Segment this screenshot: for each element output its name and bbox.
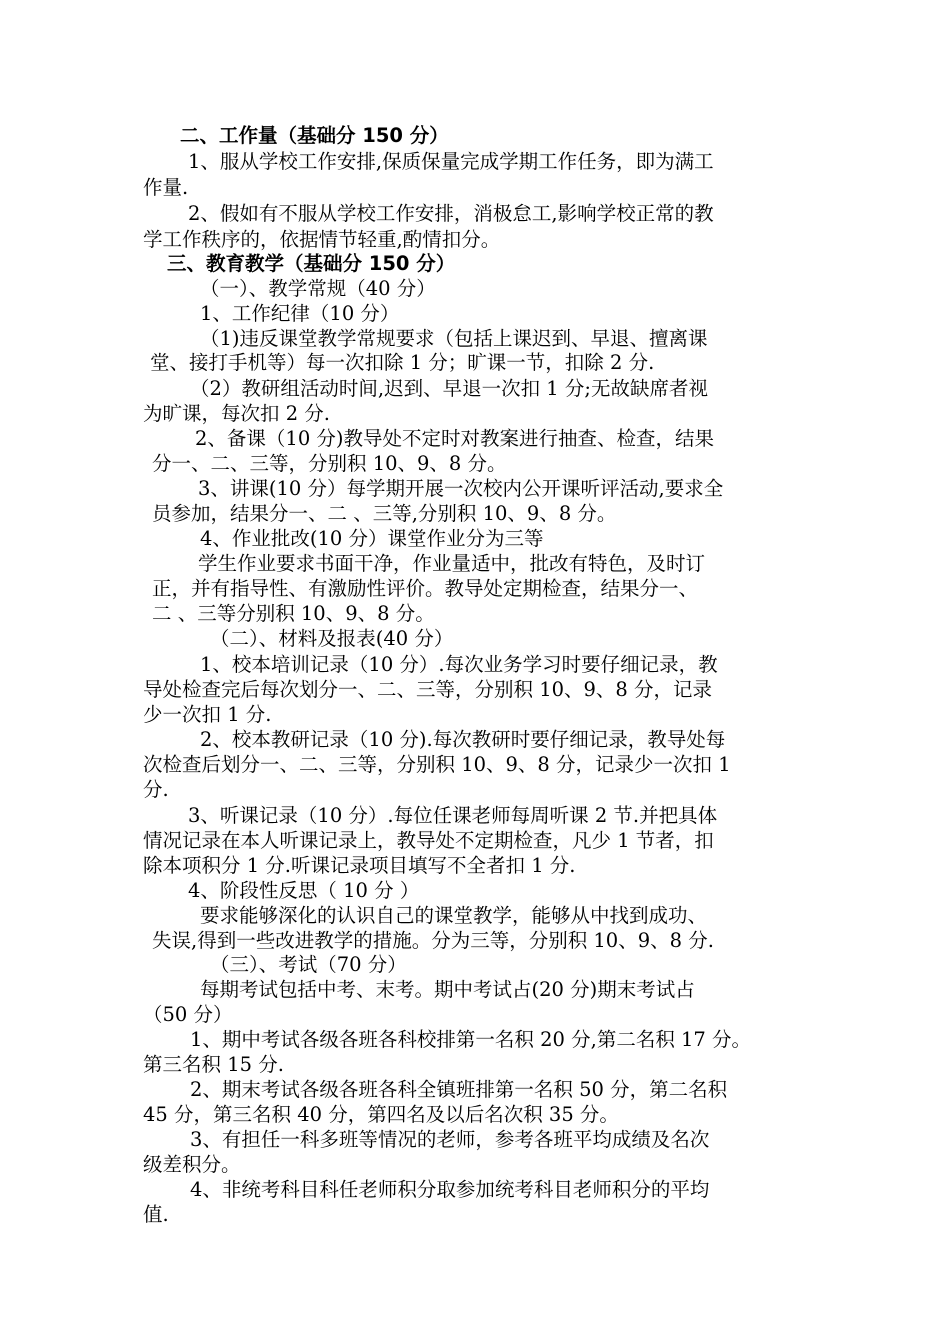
paragraph-line: 分一、二、三等，分别积 10、9、8 分。 (152, 452, 507, 475)
paragraph-line: 员参加，结果分一、二 、三等,分别积 10、9、8 分。 (152, 502, 617, 525)
paragraph-line: 1、期中考试各级各班各科校排第一名积 20 分,第二名积 17 分。 (190, 1028, 752, 1051)
paragraph-line: 要求能够深化的认识自己的课堂教学，能够从中找到成功、 (200, 904, 708, 927)
section-heading-workload: 二、工作量（基础分 150 分） (180, 124, 449, 147)
paragraph-line: 二 、三等分别积 10、9、8 分。 (152, 602, 435, 625)
paragraph-line: 3、讲课(10 分）每学期开展一次校内公开课听评活动,要求全 (198, 477, 724, 500)
paragraph-line: 1、校本培训记录（10 分）.每次业务学习时要仔细记录，教 (200, 653, 718, 676)
paragraph-line: 正，并有指导性、有激励性评价。教导处定期检查，结果分一、 (152, 577, 699, 600)
paragraph-line: 失误,得到一些改进教学的措施。分为三等，分别积 10、9、8 分. (152, 929, 714, 952)
paragraph-line: 第三名积 15 分. (143, 1053, 284, 1076)
paragraph-line: 导处检查完后每次划分一、二、三等，分别积 10、9、8 分，记录 (143, 678, 713, 701)
paragraph-line: 除本项积分 1 分.听课记录项目填写不全者扣 1 分. (143, 854, 576, 877)
item-heading: 4、阶段性反思（ 10 分 ） (188, 879, 420, 902)
paragraph-line: 次检查后划分一、二、三等，分别积 10、9、8 分，记录少一次扣 1 (143, 753, 731, 776)
paragraph-line: （1)违反课堂教学常规要求（包括上课迟到、早退、擅离课 (200, 327, 708, 350)
paragraph-line: 情况记录在本人听课记录上，教导处不定期检查，凡少 1 节者，扣 (143, 829, 714, 852)
paragraph-line: 45 分，第三名积 40 分，第四名及以后名次积 35 分。 (143, 1103, 619, 1126)
item-heading: 1、工作纪律（10 分） (200, 302, 400, 325)
item-heading: 4、作业批改(10 分）课堂作业分为三等 (200, 527, 544, 550)
paragraph-line: 每期考试包括中考、末考。期中考试占(20 分)期末考试占 (200, 978, 695, 1001)
paragraph-line: 1、服从学校工作安排,保质保量完成学期工作任务，即为满工 (188, 150, 714, 173)
paragraph-line: 值. (143, 1203, 169, 1226)
subsection-heading: （二）、材料及报表(40 分） (210, 627, 454, 650)
paragraph-line: 2、假如有不服从学校工作安排，消极怠工,影响学校正常的教 (188, 202, 714, 225)
paragraph-line: 少一次扣 1 分. (143, 703, 272, 726)
paragraph-line: 学工作秩序的，依据情节轻重,酌情扣分。 (143, 228, 501, 251)
paragraph-line: 4、非统考科目科任老师积分取参加统考科目老师积分的平均 (190, 1178, 710, 1201)
paragraph-line: （2）教研组活动时间,迟到、早退一次扣 1 分;无故缺席者视 (190, 377, 708, 400)
paragraph-line: 堂、接打手机等）每一次扣除 1 分；旷课一节，扣除 2 分. (150, 351, 655, 374)
paragraph-line: 作量. (143, 176, 189, 199)
paragraph-line: 3、有担任一科多班等情况的老师，参考各班平均成绩及名次 (190, 1128, 710, 1151)
paragraph-line: 2、备课（10 分)教导处不定时对教案进行抽查、检查，结果 (195, 427, 715, 450)
paragraph-line: 分. (143, 778, 169, 801)
subsection-heading: （一）、教学常规（40 分） (200, 277, 436, 300)
subsection-heading: （三）、考试（70 分） (210, 953, 407, 976)
paragraph-line: 2、校本教研记录（10 分).每次教研时要仔细记录，教导处每 (200, 728, 726, 751)
paragraph-line: 3、听课记录（10 分）.每位任课老师每周听课 2 节.并把具体 (188, 804, 718, 827)
paragraph-line: 学生作业要求书面干净，作业量适中，批改有特色，及时订 (198, 552, 706, 575)
paragraph-line: （50 分） (143, 1003, 233, 1026)
paragraph-line: 级差积分。 (143, 1153, 241, 1176)
paragraph-line: 为旷课，每次扣 2 分. (143, 402, 331, 425)
section-heading-teaching: 三、教育教学（基础分 150 分） (167, 252, 456, 275)
paragraph-line: 2、期末考试各级各班各科全镇班排第一名积 50 分，第二名积 (190, 1078, 728, 1101)
